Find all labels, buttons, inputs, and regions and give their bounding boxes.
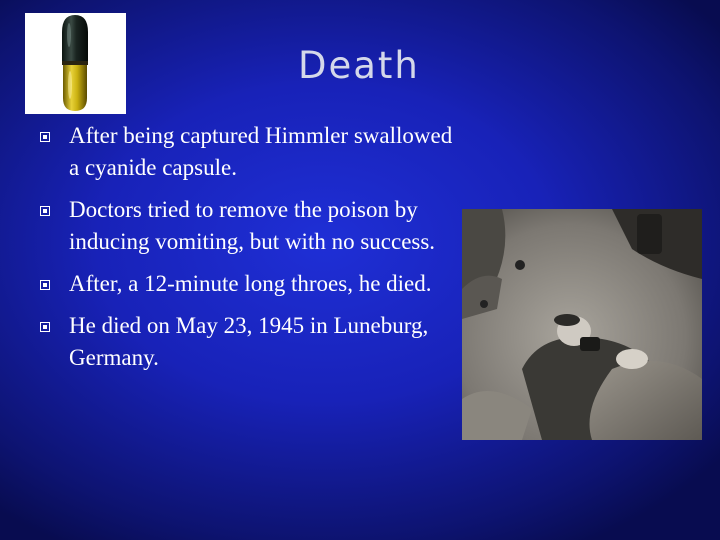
bullet-text: After being captured Himmler swallowed a cyanide capsule. <box>69 123 453 180</box>
square-bullet-icon <box>40 206 50 216</box>
bullet-text: Doctors tried to remove the poison by inducing vomiting, but with no success. <box>69 197 436 254</box>
bullet-item <box>36 268 456 300</box>
bullet-item <box>36 310 456 374</box>
bullet-text: After, a 12-minute long throes, he died. <box>69 271 432 296</box>
square-bullet-icon <box>40 322 50 332</box>
slide-title: Death <box>298 44 420 87</box>
himmler-death-photo <box>462 209 702 440</box>
cyanide-capsule-image <box>25 13 126 114</box>
bullet-item <box>36 194 456 258</box>
bullet-list <box>36 120 456 384</box>
square-bullet-icon <box>40 132 50 142</box>
bullet-text: He died on May 23, 1945 in Luneburg, Germany. <box>69 313 429 370</box>
square-bullet-icon <box>40 280 50 290</box>
bullet-item <box>36 120 456 184</box>
